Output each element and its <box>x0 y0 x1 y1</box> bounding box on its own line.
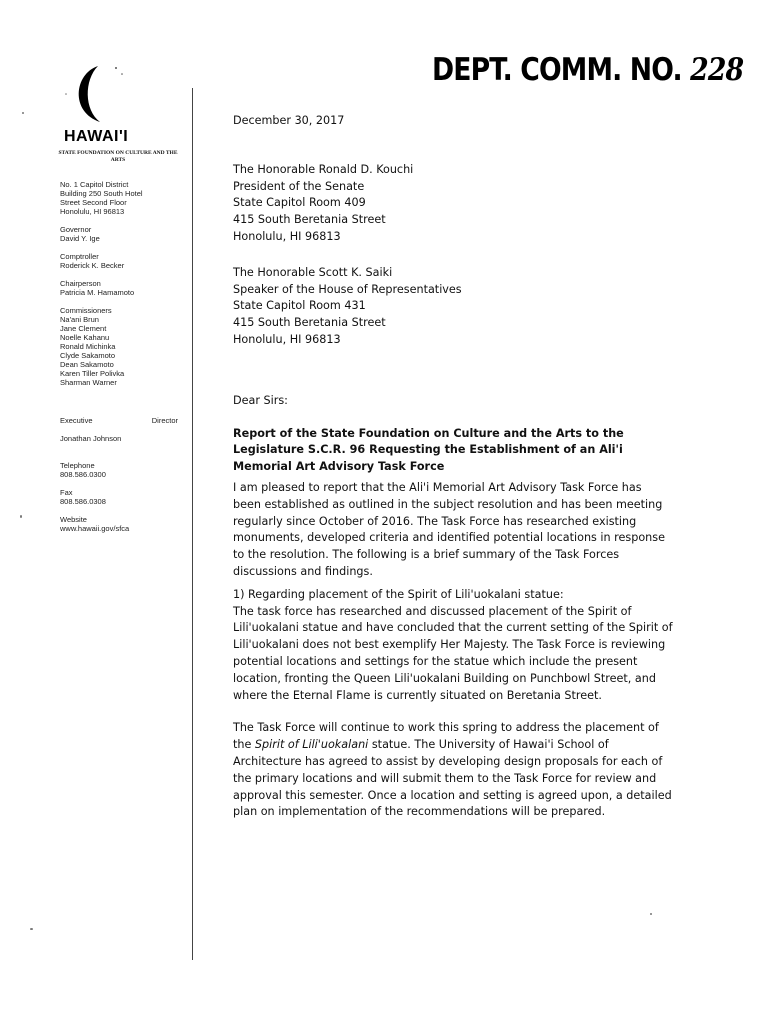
fax-info: Fax 808.586.0308 <box>60 488 106 506</box>
comptroller-info: Comptroller Roderick K. Becker <box>60 252 125 270</box>
telephone-info: Telephone 808.586.0300 <box>60 461 106 479</box>
director-label: Director <box>151 416 178 425</box>
letter-date: December 30, 2017 <box>233 114 345 127</box>
salutation: Dear Sirs: <box>233 393 288 407</box>
logo-subtitle: STATE FOUNDATION ON CULTURE AND THE ARTS <box>58 150 178 163</box>
recipient-house-speaker: The Honorable Scott K. Saiki Speaker of the House of Representatives State Capitol Room 431 415 South Beretania Street Honolulu, HI 96813 <box>233 265 462 346</box>
letterhead-sidebar <box>60 180 178 542</box>
executive-director-name: Jonathan Johnson <box>60 434 122 443</box>
letter-subject: Report of the State Foundation on Culture and the Arts to the Legislature S.C.R. 96 Requesting the Establishment of an Ali'i Memorial Art Advisory Task Force <box>233 426 624 474</box>
scan-speck <box>22 112 24 114</box>
closing-paragraph-start: The Task Force will continue to work this spring to address the placement of the <box>233 721 659 752</box>
executive-director-info <box>60 407 178 452</box>
governor-info: Governor David Y. Ige <box>60 225 100 243</box>
letter-body <box>233 113 673 821</box>
website-info: Website www.hawaii.gov/sfca <box>60 515 130 533</box>
intro-paragraph: I am pleased to report that the Ali'i Memorial Art Advisory Task Force has been established as outlined in the subject resolution and has been meeting regularly since October of 2016. The Task Force has researched existing monuments, developed criteria and identified potential locations in response to the resolution. The following is a brief summary of the Task Forces discussions and findings. <box>233 480 665 578</box>
foundation-address: No. 1 Capitol District Building 250 South Hotel Street Second Floor Honolulu, HI 96813 <box>60 180 143 216</box>
scan-speck <box>650 913 652 915</box>
executive-label: Executive <box>60 416 93 425</box>
stamp-prefix: DEPT. COMM. NO. <box>432 52 682 88</box>
scan-speck <box>30 928 33 930</box>
recipient-senate-president: The Honorable Ronald D. Kouchi President of the Senate State Capitol Room 409 415 South Beretania Street Honolulu, HI 96813 <box>233 162 414 243</box>
closing-paragraph-rest: statue. The University of Hawai'i School of Architecture has agreed to assist by developing design proposals for each of the primary locations and will submit them to the Task Force for review and approval this semester. Once a location and setting is agreed upon, a detailed plan on implementation of the recommendations will be prepared. <box>233 738 672 819</box>
commissioners-list: Commissioners Na'ani Brun Jane Clement Noelle Kahanu Ronald Michinka Clyde Sakamoto Dean Sakamoto Karen Tiller Polivka Sharman Warner <box>60 306 125 387</box>
stamp-number: 228 <box>690 52 744 88</box>
item1-heading: 1) Regarding placement of the Spirit of Lili'uokalani statue: <box>233 587 564 601</box>
closing-paragraph <box>233 720 673 821</box>
crescent-moon-logo-icon <box>60 64 150 126</box>
statue-title: Spirit of Lili'uokalani <box>254 738 369 752</box>
logo-wordmark: HAWAI'I <box>64 128 129 145</box>
department-communication-stamp <box>432 52 743 88</box>
chairperson-info: Chairperson Patricia M. Hamamoto <box>60 279 135 297</box>
scan-speck <box>20 515 22 518</box>
letterhead-divider <box>192 88 193 960</box>
item1-body: The task force has researched and discussed placement of the Spirit of Lili'uokalani statue and have concluded that the current setting of the Spirit of Lili'uokalani does not best exemplify Her Majesty. The Task Force is reviewing potential locations and settings for the statue which include the present location, fronting the Queen Lili'uokalani Building on Punchbowl Street, and where the Eternal Flame is currently situated on Beretania Street. <box>233 604 673 702</box>
